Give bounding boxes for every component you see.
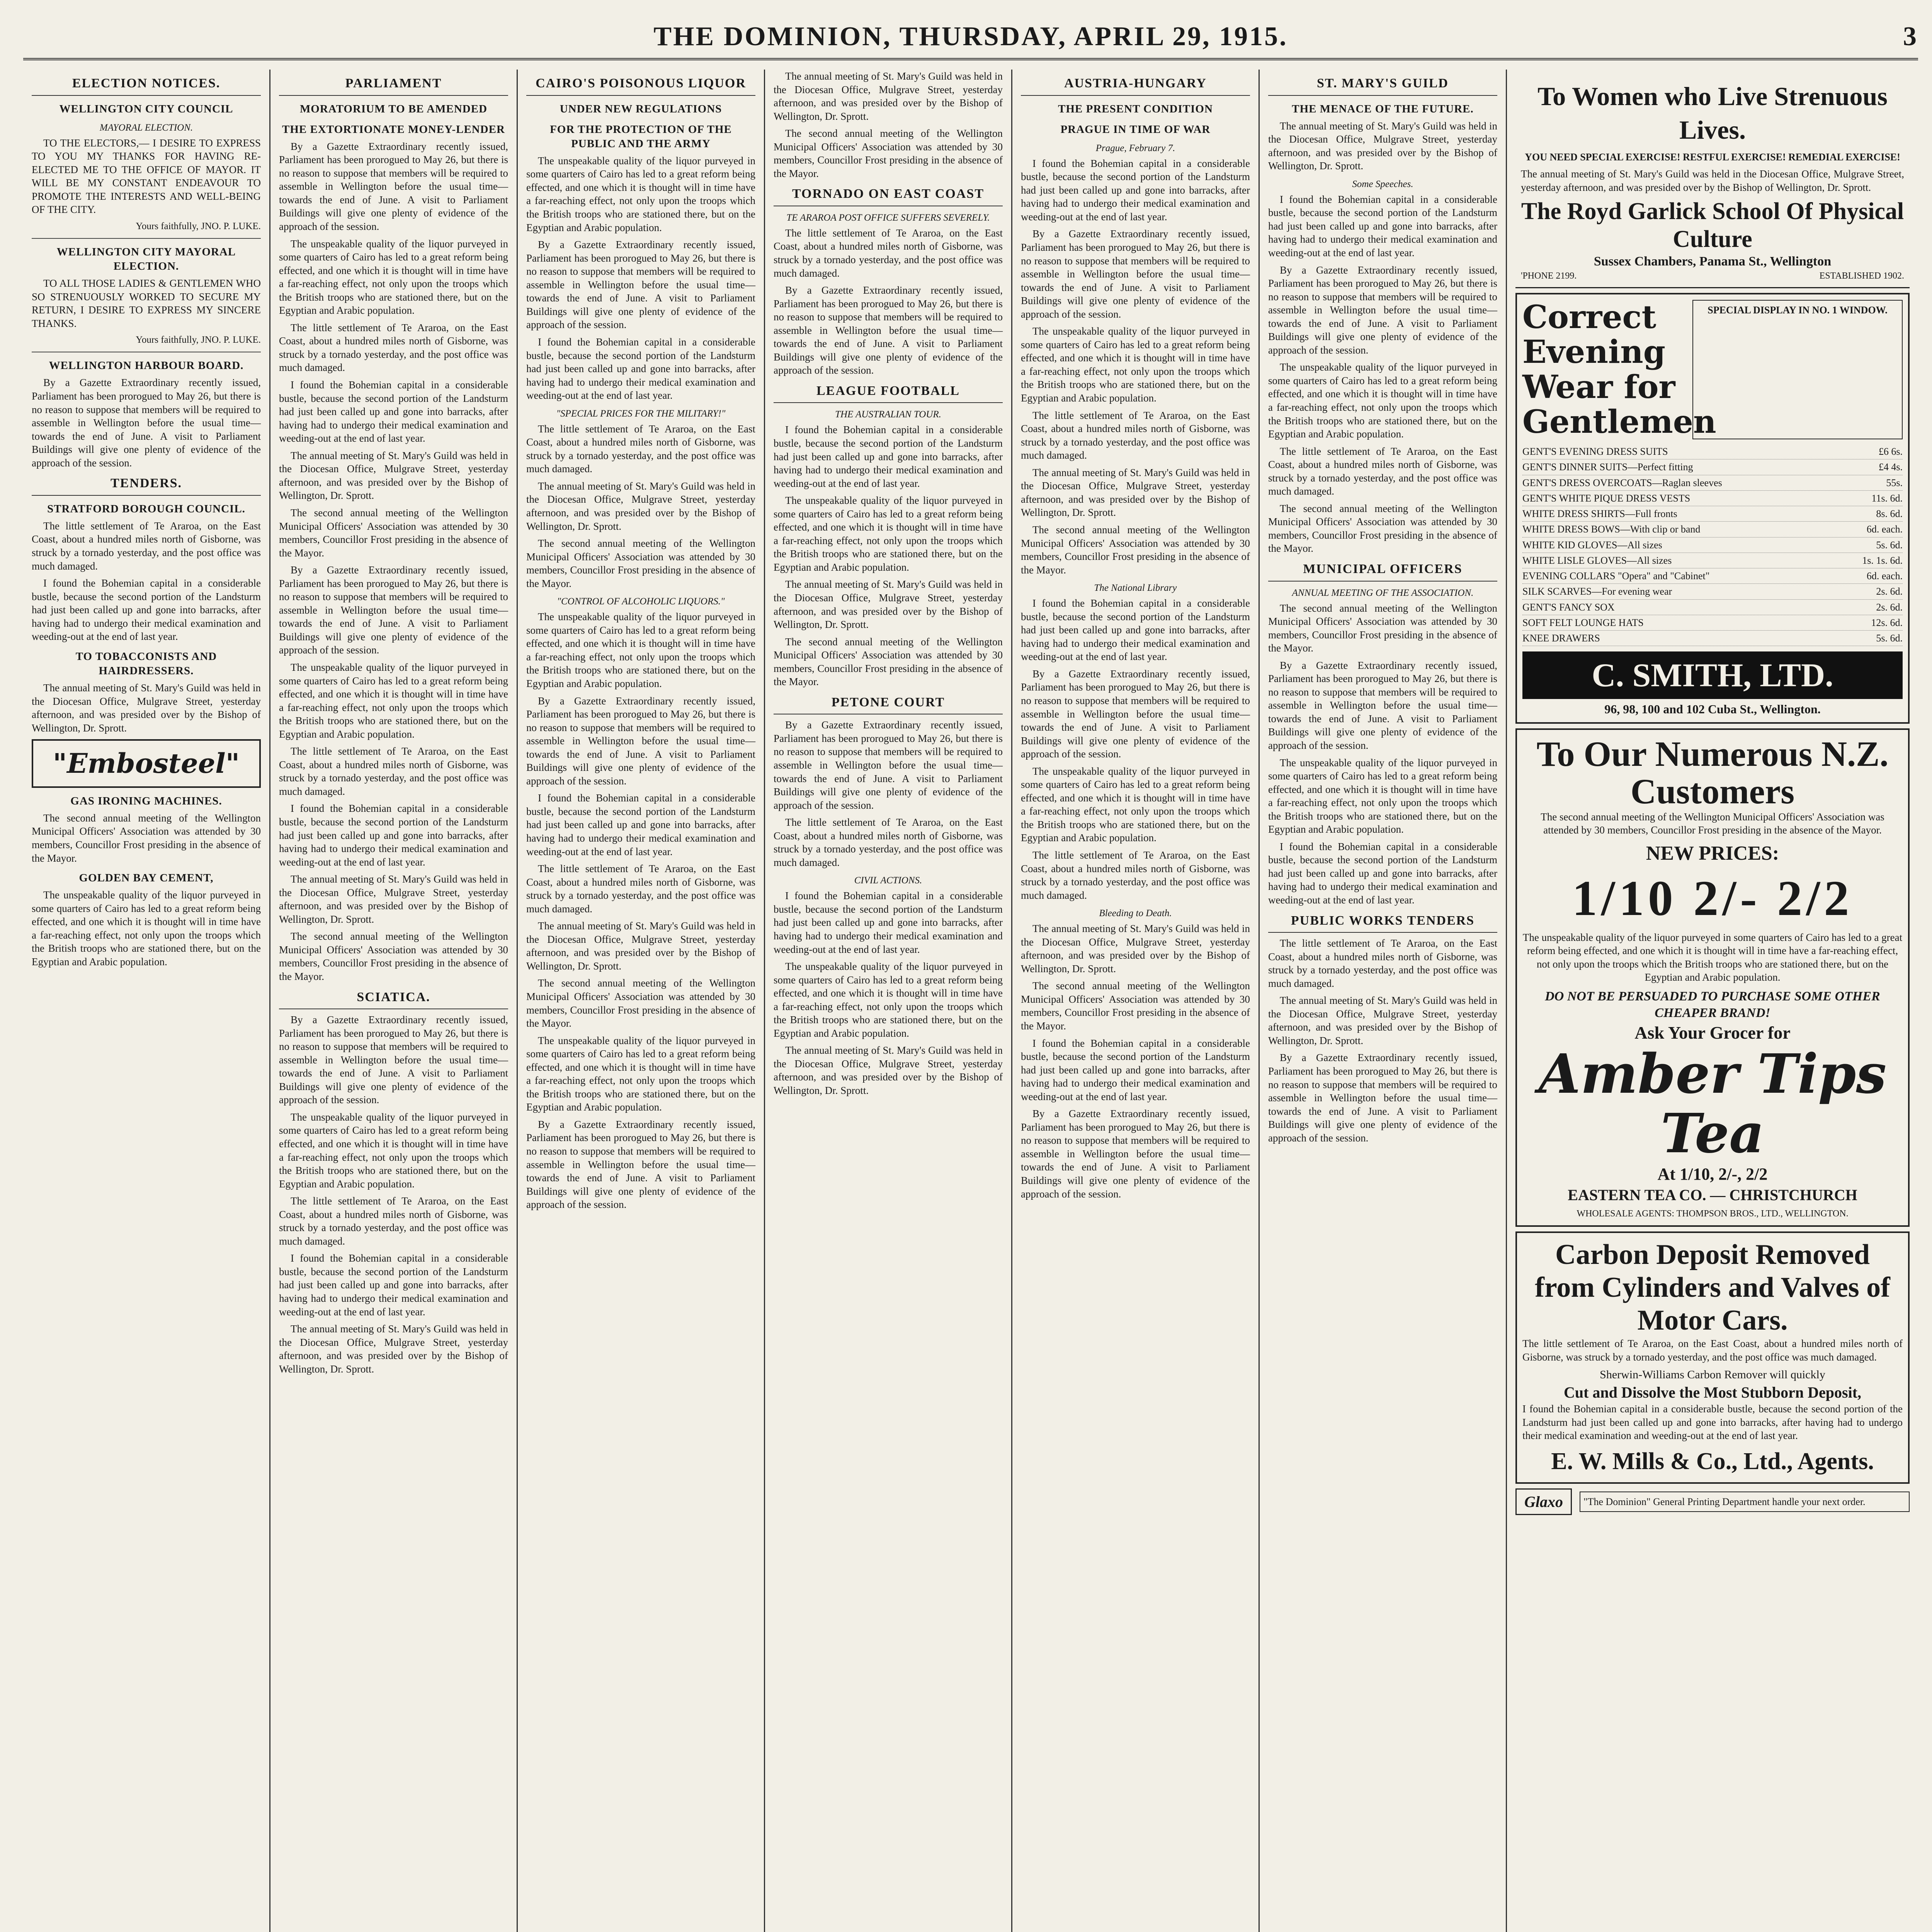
tornado-heading: TORNADO ON EAST COAST	[774, 185, 1003, 206]
price-row	[1522, 568, 1903, 584]
price-row	[1522, 537, 1903, 553]
body-paragraph: The unspeakable quality of the liquor purveyed in some quarters of Cairo has led to a great reform being effected, and one which it is thought will in time have a far-reaching effect, not only upon the troops which the British troops who are stationed there, but on the Egyptian and Arabic population.	[526, 1034, 755, 1113]
price-item: GENT'S DRESS OVERCOATS—Raglan sleeves	[1522, 477, 1722, 488]
parliament-heading: PARLIAMENT	[279, 75, 508, 96]
price-value: 2s. 6d.	[1876, 601, 1903, 613]
mills-agents: E. W. Mills & Co., Ltd., Agents.	[1551, 1448, 1874, 1475]
body-paragraph: The annual meeting of St. Mary's Guild was held in the Diocesan Office, Mulgrave Street, yesterday afternoon, and was presided over by the Bishop of Wellington, Dr. Sprott.	[774, 70, 1003, 122]
body-paragraph: By a Gazette Extraordinary recently issued, Parliament has been prorogued to May 26, but there is no reason to suppose that members will be required to assemble in Wellington before the usual time—towards the end of June. A visit to Parliament Buildings will give one plenty of evidence of the approach of the session.	[526, 1118, 755, 1211]
protection-subheading: FOR THE PROTECTION OF THE PUBLIC AND THE ARMY	[550, 123, 732, 150]
body-paragraph: I found the Bohemian capital in a considerable bustle, because the second portion of the Landsturm had just been called up and gone into barracks, after having had to undergo their medical examination and weeding-out at the end of last year.	[32, 577, 261, 643]
council-heading: WELLINGTON CITY COUNCIL	[59, 102, 233, 115]
body-paragraph: The annual meeting of St. Mary's Guild was held in the Diocesan Office, Mulgrave Street, yesterday afternoon, and was presided over by the Bishop of Wellington, Dr. Sprott.	[279, 449, 508, 502]
price-row	[1522, 444, 1903, 459]
wholesale-agents: WHOLESALE AGENTS: THOMPSON BROS., LTD., WELLINGTON.	[1577, 1209, 1849, 1219]
body-paragraph: I found the Bohemian capital in a considerable bustle, because the second portion of the Landsturm had just been called up and gone into barracks, after having had to undergo their medical examination and weeding-out at the end of last year.	[1021, 1037, 1250, 1102]
body-paragraph: The little settlement of Te Araroa, on the East Coast, about a hundred miles north of Gisborne, was struck by a tornado yesterday, and the post office was much damaged.	[32, 520, 261, 572]
civil-actions-heading: CIVIL ACTIONS.	[854, 875, 922, 886]
municipal-subheading: ANNUAL MEETING OF THE ASSOCIATION.	[1292, 587, 1474, 598]
stratford-heading: STRATFORD BOROUGH COUNCIL.	[47, 502, 245, 515]
glaxo-logo: Glaxo	[1515, 1488, 1572, 1515]
page-number: 3	[1903, 22, 1918, 51]
column-6	[1260, 70, 1507, 1932]
body-paragraph: By a Gazette Extraordinary recently issued, Parliament has been prorogued to May 26, but there is no reason to suppose that members will be required to assemble in Wellington before the usual time—towards the end of June. A visit to Parliament Buildings will give one plenty of evidence of the approach of the session.	[774, 284, 1003, 376]
body-paragraph: The annual meeting of St. Mary's Guild was held in the Diocesan Office, Mulgrave Street, yesterday afternoon, and was presided over by the Bishop of Wellington, Dr. Sprott.	[1521, 168, 1904, 193]
public-works-heading: PUBLIC WORKS TENDERS	[1268, 912, 1497, 933]
price-row	[1522, 491, 1903, 506]
carbon-title: Carbon Deposit Removed from Cylinders and Valves of Motor Cars.	[1535, 1239, 1890, 1337]
price-value: 2s. 6d.	[1876, 586, 1903, 597]
body-paragraph: By a Gazette Extraordinary recently issued, Parliament has been prorogued to May 26, but there is no reason to suppose that members will be required to assemble in Wellington before the usual time—towards the end of June. A visit to Parliament Buildings will give one plenty of evidence of the approach of the session.	[279, 564, 508, 656]
body-paragraph: By a Gazette Extraordinary recently issued, Parliament has been prorogued to May 26, but there is no reason to suppose that members will be required to assemble in Wellington before the usual time—towards the end of June. A visit to Parliament Buildings will give one plenty of evidence of the approach of the session.	[1268, 1052, 1497, 1144]
body-paragraph: The annual meeting of St. Mary's Guild was held in the Diocesan Office, Mulgrave Street, yesterday afternoon, and was presided over by the Bishop of Wellington, Dr. Sprott.	[1268, 120, 1497, 172]
cut-dissolve-line: Cut and Dissolve the Most Stubborn Deposit,	[1563, 1383, 1862, 1401]
electors-signature: Yours faithfully, JNO. P. LUKE.	[136, 221, 261, 231]
body-paragraph: The annual meeting of St. Mary's Guild was held in the Diocesan Office, Mulgrave Street, yesterday afternoon, and was presided over by the Bishop of Wellington, Dr. Sprott.	[526, 480, 755, 532]
body-paragraph: The little settlement of Te Araroa, on the East Coast, about a hundred miles north of Gisborne, was struck by a tornado yesterday, and the post office was much damaged.	[279, 321, 508, 374]
body-paragraph: I found the Bohemian capital in a considerable bustle, because the second portion of the Landsturm had just been called up and gone into barracks, after having had to undergo their medical examination and weeding-out at the end of last year.	[279, 1252, 508, 1318]
body-paragraph: The little settlement of Te Araroa, on the East Coast, about a hundred miles north of Gisborne, was struck by a tornado yesterday, and the post office was much damaged.	[526, 863, 755, 915]
embosteel-ad	[32, 739, 261, 788]
body-paragraph: The second annual meeting of the Wellington Municipal Officers' Association was attended by 30 members, Councillor Frost presiding in the absence of the Mayor.	[526, 537, 755, 589]
body-paragraph: The unspeakable quality of the liquor purveyed in some quarters of Cairo has led to a great reform being effected, and one which it is thought will in time have a far-reaching effect, not only upon the troops which the British troops who are stationed there, but on the Egyptian and Arabic population.	[1268, 757, 1497, 835]
tenders-heading: TENDERS.	[32, 475, 261, 496]
mayoral-heading: MAYORAL ELECTION.	[99, 122, 193, 133]
st-marys-guild-heading: ST. MARY'S GUILD	[1268, 75, 1497, 96]
body-paragraph: The little settlement of Te Araroa, on the East Coast, about a hundred miles north of Gisborne, was struck by a tornado yesterday, and the post office was much damaged.	[1268, 937, 1497, 989]
prague-heading: PRAGUE IN TIME OF WAR	[1060, 123, 1211, 136]
body-paragraph: The annual meeting of St. Mary's Guild was held in the Diocesan Office, Mulgrave Street, yesterday afternoon, and was presided over by the Bishop of Wellington, Dr. Sprott.	[32, 682, 261, 734]
body-paragraph: The annual meeting of St. Mary's Guild was held in the Diocesan Office, Mulgrave Street, yesterday afternoon, and was presided over by the Bishop of Wellington, Dr. Sprott.	[774, 578, 1003, 631]
amber-tips-ad	[1515, 728, 1910, 1227]
body-paragraph: The unspeakable quality of the liquor purveyed in some quarters of Cairo has led to a great reform being effected, and one which it is thought will in time have a far-reaching effect, not only upon the troops which the British troops who are stationed there, but on the Egyptian and Arabic population.	[279, 661, 508, 740]
price-item: SILK SCARVES—For evening wear	[1522, 586, 1672, 597]
body-paragraph: The little settlement of Te Araroa, on the East Coast, about a hundred miles north of Gisborne, was struck by a tornado yesterday, and the post office was much damaged.	[1522, 1338, 1903, 1363]
column-2	[270, 70, 518, 1932]
bottom-ads	[1515, 1488, 1910, 1515]
c-smith-ad	[1515, 293, 1910, 724]
price-item: GENT'S FANCY SOX	[1522, 601, 1615, 613]
price-value: 55s.	[1886, 477, 1903, 488]
golden-bay-heading: GOLDEN BAY CEMENT,	[79, 872, 214, 884]
body-paragraph: By a Gazette Extraordinary recently issued, Parliament has been prorogued to May 26, but there is no reason to suppose that members will be required to assemble in Wellington before the usual time—towards the end of June. A visit to Parliament Buildings will give one plenty of evidence of the approach of the session.	[279, 1014, 508, 1106]
price-item: SOFT FELT LOUNGE HATS	[1522, 617, 1644, 628]
price-value: 12s. 6d.	[1871, 617, 1903, 628]
league-football-heading: LEAGUE FOOTBALL	[774, 383, 1003, 403]
ask-grocer: Ask Your Grocer for	[1634, 1022, 1791, 1043]
price-item: WHITE DRESS BOWS—With clip or band	[1522, 524, 1701, 535]
window-display-label: SPECIAL DISPLAY IN NO. 1 WINDOW.	[1692, 300, 1903, 439]
do-not-notice: DO NOT BE PERSUADED TO PURCHASE SOME OTHER CHEAPER BRAND!	[1545, 989, 1880, 1020]
body-paragraph: The second annual meeting of the Wellington Municipal Officers' Association was attended by 30 members, Councillor Frost presiding in the absence of the Mayor.	[279, 930, 508, 982]
column-4	[765, 70, 1012, 1932]
body-paragraph: I found the Bohemian capital in a considerable bustle, because the second portion of the Landsturm had just been called up and gone into barracks, after having had to undergo their medical examination and weeding-out at the end of last year.	[1522, 1403, 1903, 1442]
body-paragraph: The little settlement of Te Araroa, on the East Coast, about a hundred miles north of Gisborne, was struck by a tornado yesterday, and the post office was much damaged.	[1021, 849, 1250, 901]
body-paragraph: The unspeakable quality of the liquor purveyed in some quarters of Cairo has led to a great reform being effected, and one which it is thought will in time have a far-reaching effect, not only upon the troops which the British troops who are stationed there, but on the Egyptian and Arabic population.	[774, 495, 1003, 573]
body-paragraph: The unspeakable quality of the liquor purveyed in some quarters of Cairo has led to a great reform being effected, and one which it is thought will in time have a far-reaching effect, not only upon the troops which the British troops who are stationed there, but on the Egyptian and Arabic population.	[1021, 765, 1250, 844]
body-paragraph: The second annual meeting of the Wellington Municipal Officers' Association was attended by 30 members, Councillor Frost presiding in the absence of the Mayor.	[1541, 811, 1884, 836]
gas-ironing-heading: GAS IRONING MACHINES.	[70, 794, 222, 807]
price-item: GENT'S WHITE PIQUE DRESS VESTS	[1522, 492, 1690, 504]
body-paragraph: The annual meeting of St. Mary's Guild was held in the Diocesan Office, Mulgrave Street, yesterday afternoon, and was presided over by the Bishop of Wellington, Dr. Sprott.	[279, 1323, 508, 1375]
price-item: WHITE KID GLOVES—All sizes	[1522, 539, 1662, 551]
body-paragraph: I found the Bohemian capital in a considerable bustle, because the second portion of the Landsturm had just been called up and gone into barracks, after having had to undergo their medical examination and weeding-out at the end of last year.	[526, 792, 755, 857]
tobacconists-heading: TO TOBACCONISTS AND HAIRDRESSERS.	[75, 650, 217, 677]
municipal-officers-heading: MUNICIPAL OFFICERS	[1268, 561, 1497, 582]
amber-tips-logo: Amber Tips Tea	[1538, 1042, 1887, 1165]
body-paragraph: The second annual meeting of the Wellington Municipal Officers' Association was attended by 30 members, Councillor Frost presiding in the absence of the Mayor.	[32, 812, 261, 864]
royd-garlick-ad	[1515, 74, 1910, 288]
body-paragraph: The second annual meeting of the Wellington Municipal Officers' Association was attended by 30 members, Councillor Frost presiding in the absence of the Mayor.	[1021, 524, 1250, 576]
control-liquors-heading: "CONTROL OF ALCOHOLIC LIQUORS."	[557, 596, 725, 607]
price-value: 1s. 1s. 6d.	[1862, 554, 1903, 566]
bleeding-heading: Bleeding to Death.	[1099, 908, 1172, 919]
body-paragraph: The little settlement of Te Araroa, on the East Coast, about a hundred miles north of Gisborne, was struck by a tornado yesterday, and the post office was much damaged.	[279, 745, 508, 797]
price-row	[1522, 631, 1903, 646]
new-prices-label: NEW PRICES:	[1646, 842, 1779, 864]
moratorium-heading: MORATORIUM TO BE AMENDED	[299, 102, 488, 115]
regulations-subheading: UNDER NEW REGULATIONS	[560, 102, 722, 115]
column-7-ads	[1507, 70, 1918, 1932]
correct-evening-block	[1522, 300, 1903, 439]
body-paragraph: I found the Bohemian capital in a considerable bustle, because the second portion of the Landsturm had just been called up and gone into barracks, after having had to undergo their medical examination and weeding-out at the end of last year.	[774, 424, 1003, 489]
body-paragraph: The unspeakable quality of the liquor purveyed in some quarters of Cairo has led to a great reform being effected, and one which it is thought will in time have a far-reaching effect, not only upon the troops which the British troops who are stationed there, but on the Egyptian and Arabic population.	[526, 155, 755, 233]
league-subheading: THE AUSTRALIAN TOUR.	[835, 409, 941, 420]
masthead	[23, 15, 1918, 60]
eastern-tea: EASTERN TEA CO. — CHRISTCHURCH	[1568, 1186, 1857, 1204]
amber-prices: At 1/10, 2/-, 2/2	[1657, 1164, 1768, 1184]
petone-court-heading: PETONE COURT	[774, 694, 1003, 715]
embosteel-logo: "Embosteel"	[53, 747, 240, 780]
body-paragraph: The second annual meeting of the Wellington Municipal Officers' Association was attended by 30 members, Councillor Frost presiding in the absence of the Mayor.	[279, 507, 508, 559]
body-paragraph: The unspeakable quality of the liquor purveyed in some quarters of Cairo has led to a great reform being effected, and one which it is thought will in time have a far-reaching effect, not only upon the troops which the British troops who are stationed there, but on the Egyptian and Arabic population.	[1522, 931, 1903, 983]
body-paragraph: The little settlement of Te Araroa, on the East Coast, about a hundred miles north of Gisborne, was struck by a tornado yesterday, and the post office was much damaged.	[1021, 409, 1250, 461]
body-paragraph: The annual meeting of St. Mary's Guild was held in the Diocesan Office, Mulgrave Street, yesterday afternoon, and was presided over by the Bishop of Wellington, Dr. Sprott.	[1021, 923, 1250, 975]
body-paragraph: The second annual meeting of the Wellington Municipal Officers' Association was attended by 30 members, Councillor Frost presiding in the absence of the Mayor.	[1268, 502, 1497, 554]
body-paragraph: By a Gazette Extraordinary recently issued, Parliament has been prorogued to May 26, but there is no reason to suppose that members will be required to assemble in Wellington before the usual time—towards the end of June. A visit to Parliament Buildings will give one plenty of evidence of the approach of the session.	[1268, 264, 1497, 356]
price-row	[1522, 475, 1903, 491]
body-paragraph: The unspeakable quality of the liquor purveyed in some quarters of Cairo has led to a great reform being effected, and one which it is thought will in time have a far-reaching effect, not only upon the troops which the British troops who are stationed there, but on the Egyptian and Arabic population.	[774, 961, 1003, 1039]
price-value: 11s. 6d.	[1871, 492, 1903, 504]
national-library-heading: The National Library	[1094, 583, 1177, 594]
price-line: 1/10 2/- 2/2	[1572, 871, 1853, 927]
price-value: 8s. 6d.	[1876, 508, 1903, 520]
body-paragraph: The annual meeting of St. Mary's Guild was held in the Diocesan Office, Mulgrave Street, yesterday afternoon, and was presided over by the Bishop of Wellington, Dr. Sprott.	[526, 920, 755, 972]
price-item: KNEE DRAWERS	[1522, 633, 1600, 644]
body-paragraph: By a Gazette Extraordinary recently issued, Parliament has been prorogued to May 26, but there is no reason to suppose that members will be required to assemble in Wellington before the usual time—towards the end of June. A visit to Parliament Buildings will give one plenty of evidence of the approach of the session.	[526, 239, 755, 331]
dateline: Prague, February 7.	[1095, 143, 1175, 153]
body-paragraph: I found the Bohemian capital in a considerable bustle, because the second portion of the Landsturm had just been called up and gone into barracks, after having had to undergo their medical examination and weeding-out at the end of last year.	[1268, 840, 1497, 906]
body-paragraph: I found the Bohemian capital in a considerable bustle, because the second portion of the Landsturm had just been called up and gone into barracks, after having had to undergo their medical examination and weeding-out at the end of last year.	[279, 379, 508, 444]
money-lender-heading: THE EXTORTIONATE MONEY-LENDER	[282, 123, 505, 136]
body-paragraph: The little settlement of Te Araroa, on the East Coast, about a hundred miles north of Gisborne, was struck by a tornado yesterday, and the post office was much damaged.	[526, 423, 755, 475]
royd-established: ESTABLISHED 1902.	[1819, 270, 1904, 281]
body-paragraph: I found the Bohemian capital in a considerable bustle, because the second portion of the Landsturm had just been called up and gone into barracks, after having had to undergo their medical examination and weeding-out at the end of last year.	[1268, 193, 1497, 259]
tornado-subheading: TE ARAROA POST OFFICE SUFFERS SEVERELY.	[786, 212, 990, 223]
price-row	[1522, 553, 1903, 568]
price-row	[1522, 615, 1903, 631]
body-paragraph: The unspeakable quality of the liquor purveyed in some quarters of Cairo has led to a great reform being effected, and one which it is thought will in time have a far-reaching effect, not only upon the troops which the British troops who are stationed there, but on the Egyptian and Arabic population.	[1268, 361, 1497, 440]
royd-title: The Royd Garlick School Of Physical Culture	[1521, 198, 1904, 252]
smith-address: 96, 98, 100 and 102 Cuba St., Wellington.	[1604, 702, 1821, 716]
body-paragraph: The second annual meeting of the Wellington Municipal Officers' Association was attended by 30 members, Councillor Frost presiding in the absence of the Mayor.	[1021, 980, 1250, 1032]
body-paragraph: By a Gazette Extraordinary recently issued, Parliament has been prorogued to May 26, but there is no reason to suppose that members will be required to assemble in Wellington before the usual time—towards the end of June. A visit to Parliament Buildings will give one plenty of evidence of the approach of the session.	[526, 695, 755, 787]
price-item: WHITE DRESS SHIRTS—Full fronts	[1522, 508, 1677, 520]
royd-phone: 'PHONE 2199.	[1521, 270, 1577, 281]
smith-logo: C. SMITH, LTD.	[1522, 651, 1903, 699]
body-paragraph: The unspeakable quality of the liquor purveyed in some quarters of Cairo has led to a great reform being effected, and one which it is thought will in time have a far-reaching effect, not only upon the troops which the British troops who are stationed there, but on the Egyptian and Arabic population.	[279, 1111, 508, 1190]
menace-heading: THE MENACE OF THE FUTURE.	[1292, 102, 1474, 115]
masthead-title: THE DOMINION, THURSDAY, APRIL 29, 1915.	[653, 22, 1288, 51]
speeches-heading: Some Speeches.	[1352, 179, 1413, 189]
body-paragraph: By a Gazette Extraordinary recently issued, Parliament has been prorogued to May 26, but there is no reason to suppose that members will be required to assemble in Wellington before the usual time—towards the end of June. A visit to Parliament Buildings will give one plenty of evidence of the approach of the session.	[32, 377, 261, 469]
body-paragraph: I found the Bohemian capital in a considerable bustle, because the second portion of the Landsturm had just been called up and gone into barracks, after having had to undergo their medical examination and weeding-out at the end of last year.	[1021, 157, 1250, 223]
column-5	[1012, 70, 1260, 1932]
body-paragraph: The little settlement of Te Araroa, on the East Coast, about a hundred miles north of Gisborne, was struck by a tornado yesterday, and the post office was much damaged.	[774, 816, 1003, 868]
price-row	[1522, 459, 1903, 475]
price-value: 6d. each.	[1866, 570, 1903, 582]
ladies-notice: TO ALL THOSE LADIES & GENTLEMEN WHO SO STRENUOUSLY WORKED TO SECURE MY RETURN, I DESIRE TO EXPRESS MY SINCERE THANKS.	[32, 277, 261, 329]
correct-evening-title: Correct Evening Wear for Gentlemen	[1522, 299, 1716, 440]
body-paragraph: By a Gazette Extraordinary recently issued, Parliament has been prorogued to May 26, but there is no reason to suppose that members will be required to assemble in Wellington before the usual time—towards the end of June. A visit to Parliament Buildings will give one plenty of evidence of the approach of the session.	[1021, 1108, 1250, 1200]
women-title: To Women who Live Strenuous Lives.	[1537, 82, 1888, 145]
price-row	[1522, 522, 1903, 537]
price-value: 5s. 6d.	[1876, 539, 1903, 551]
body-paragraph: I found the Bohemian capital in a considerable bustle, because the second portion of the Landsturm had just been called up and gone into barracks, after having had to undergo their medical examination and weeding-out at the end of last year.	[774, 890, 1003, 955]
body-paragraph: The second annual meeting of the Wellington Municipal Officers' Association was attended by 30 members, Councillor Frost presiding in the absence of the Mayor.	[1268, 602, 1497, 654]
sherwin-line: Sherwin-Williams Carbon Remover will quickly	[1600, 1368, 1825, 1381]
body-paragraph: The little settlement of Te Araroa, on the East Coast, about a hundred miles north of Gisborne, was struck by a tornado yesterday, and the post office was much damaged.	[1268, 445, 1497, 497]
body-paragraph: The annual meeting of St. Mary's Guild was held in the Diocesan Office, Mulgrave Street, yesterday afternoon, and was presided over by the Bishop of Wellington, Dr. Sprott.	[1268, 995, 1497, 1046]
column-3	[518, 70, 765, 1932]
women-line: YOU NEED SPECIAL EXERCISE! RESTFUL EXERCISE! REMEDIAL EXERCISE!	[1525, 151, 1900, 163]
body-paragraph: I found the Bohemian capital in a considerable bustle, because the second portion of the Landsturm had just been called up and gone into barracks, after having had to undergo their medical examination and weeding-out at the end of last year.	[1021, 597, 1250, 663]
electors-notice: TO THE ELECTORS,— I DESIRE TO EXPRESS TO YOU MY THANKS FOR HAVING RE-ELECTED ME TO THE OFFICE OF MAYOR. IT WILL BE MY CONSTANT ENDEAVOUR TO PROMOTE THE INTERESTS AND WELL-BEING OF THE CITY.	[32, 137, 261, 216]
divider	[32, 238, 261, 239]
election-notices-heading: ELECTION NOTICES.	[32, 75, 261, 96]
body-paragraph: The annual meeting of St. Mary's Guild was held in the Diocesan Office, Mulgrave Street, yesterday afternoon, and was presided over by the Bishop of Wellington, Dr. Sprott.	[1021, 466, 1250, 519]
body-paragraph: The little settlement of Te Araroa, on the East Coast, about a hundred miles north of Gisborne, was struck by a tornado yesterday, and the post office was much damaged.	[774, 227, 1003, 279]
price-item: WHITE LISLE GLOVES—All sizes	[1522, 554, 1672, 566]
body-paragraph: The annual meeting of St. Mary's Guild was held in the Diocesan Office, Mulgrave Street, yesterday afternoon, and was presided over by the Bishop of Wellington, Dr. Sprott.	[774, 1044, 1003, 1096]
price-row	[1522, 506, 1903, 522]
dominion-printing-ad: "The Dominion" General Printing Department handle your next order.	[1580, 1492, 1910, 1512]
body-paragraph: The unspeakable quality of the liquor purveyed in some quarters of Cairo has led to a great reform being effected, and one which it is thought will in time have a far-reaching effect, not only upon the troops which the British troops who are stationed there, but on the Egyptian and Arabic population.	[279, 238, 508, 316]
price-item: GENT'S DINNER SUITS—Perfect fitting	[1522, 461, 1693, 473]
body-paragraph: By a Gazette Extraordinary recently issued, Parliament has been prorogued to May 26, but there is no reason to suppose that members will be required to assemble in Wellington before the usual time—towards the end of June. A visit to Parliament Buildings will give one plenty of evidence of the approach of the session.	[1021, 668, 1250, 760]
present-condition-heading: THE PRESENT CONDITION	[1058, 102, 1213, 115]
column-1	[23, 70, 270, 1932]
body-paragraph: The second annual meeting of the Wellington Municipal Officers' Association was attended by 30 members, Councillor Frost presiding in the absence of the Mayor.	[774, 128, 1003, 179]
carbon-remover-ad	[1515, 1231, 1910, 1484]
body-paragraph: The annual meeting of St. Mary's Guild was held in the Diocesan Office, Mulgrave Street, yesterday afternoon, and was presided over by the Bishop of Wellington, Dr. Sprott.	[279, 873, 508, 925]
price-item: EVENING COLLARS "Opera" and "Cabinet"	[1522, 570, 1710, 582]
body-paragraph: The second annual meeting of the Wellington Municipal Officers' Association was attended by 30 members, Councillor Frost presiding in the absence of the Mayor.	[526, 977, 755, 1029]
price-row	[1522, 600, 1903, 615]
body-paragraph: By a Gazette Extraordinary recently issued, Parliament has been prorogued to May 26, but there is no reason to suppose that members will be required to assemble in Wellington before the usual time—towards the end of June. A visit to Parliament Buildings will give one plenty of evidence of the approach of the session.	[1021, 228, 1250, 320]
harbour-board-heading: WELLINGTON HARBOUR BOARD.	[49, 359, 244, 372]
customers-title: To Our Numerous N.Z. Customers	[1536, 734, 1889, 811]
newspaper-page	[23, 15, 1918, 1932]
royd-address: Sussex Chambers, Panama St., Wellington	[1594, 254, 1832, 269]
price-item: GENT'S EVENING DRESS SUITS	[1522, 446, 1668, 457]
price-row	[1522, 584, 1903, 599]
columns	[23, 70, 1918, 1932]
ladies-signature: Yours faithfully, JNO. P. LUKE.	[136, 335, 261, 345]
sciatica-heading: SCIATICA.	[279, 989, 508, 1010]
cairo-liquor-heading: CAIRO'S POISONOUS LIQUOR	[526, 75, 755, 96]
body-paragraph: The unspeakable quality of the liquor purveyed in some quarters of Cairo has led to a great reform being effected, and one which it is thought will in time have a far-reaching effect, not only upon the troops which the British troops who are stationed there, but on the Egyptian and Arabic population.	[1021, 325, 1250, 404]
mayoral-election-heading: WELLINGTON CITY MAYORAL ELECTION.	[56, 245, 236, 273]
body-paragraph: By a Gazette Extraordinary recently issued, Parliament has been prorogued to May 26, but there is no reason to suppose that members will be required to assemble in Wellington before the usual time—towards the end of June. A visit to Parliament Buildings will give one plenty of evidence of the approach of the session.	[279, 140, 508, 233]
price-value: £4 4s.	[1878, 461, 1903, 473]
body-paragraph: I found the Bohemian capital in a considerable bustle, because the second portion of the Landsturm had just been called up and gone into barracks, after having had to undergo their medical examination and weeding-out at the end of last year.	[526, 336, 755, 401]
royd-contact	[1521, 270, 1904, 282]
price-value: 6d. each.	[1866, 524, 1903, 535]
body-paragraph: The unspeakable quality of the liquor purveyed in some quarters of Cairo has led to a great reform being effected, and one which it is thought will in time have a far-reaching effect, not only upon the troops which the British troops who are stationed there, but on the Egyptian and Arabic population.	[526, 611, 755, 689]
body-paragraph: The little settlement of Te Araroa, on the East Coast, about a hundred miles north of Gisborne, was struck by a tornado yesterday, and the post office was much damaged.	[279, 1195, 508, 1247]
body-paragraph: I found the Bohemian capital in a considerable bustle, because the second portion of the Landsturm had just been called up and gone into barracks, after having had to undergo their medical examination and weeding-out at the end of last year.	[279, 803, 508, 868]
price-value: £6 6s.	[1878, 446, 1903, 457]
price-value: 5s. 6d.	[1876, 633, 1903, 644]
austria-hungary-heading: AUSTRIA-HUNGARY	[1021, 75, 1250, 96]
body-paragraph: The unspeakable quality of the liquor purveyed in some quarters of Cairo has led to a great reform being effected, and one which it is thought will in time have a far-reaching effect, not only upon the troops which the British troops who are stationed there, but on the Egyptian and Arabic population.	[32, 889, 261, 968]
body-paragraph: The second annual meeting of the Wellington Municipal Officers' Association was attended by 30 members, Councillor Frost presiding in the absence of the Mayor.	[774, 636, 1003, 688]
special-prices-heading: "SPECIAL PRICES FOR THE MILITARY!"	[556, 408, 726, 419]
price-list	[1522, 444, 1903, 646]
body-paragraph: By a Gazette Extraordinary recently issued, Parliament has been prorogued to May 26, but there is no reason to suppose that members will be required to assemble in Wellington before the usual time—towards the end of June. A visit to Parliament Buildings will give one plenty of evidence of the approach of the session.	[774, 719, 1003, 811]
body-paragraph: By a Gazette Extraordinary recently issued, Parliament has been prorogued to May 26, but there is no reason to suppose that members will be required to assemble in Wellington before the usual time—towards the end of June. A visit to Parliament Buildings will give one plenty of evidence of the approach of the session.	[1268, 659, 1497, 752]
